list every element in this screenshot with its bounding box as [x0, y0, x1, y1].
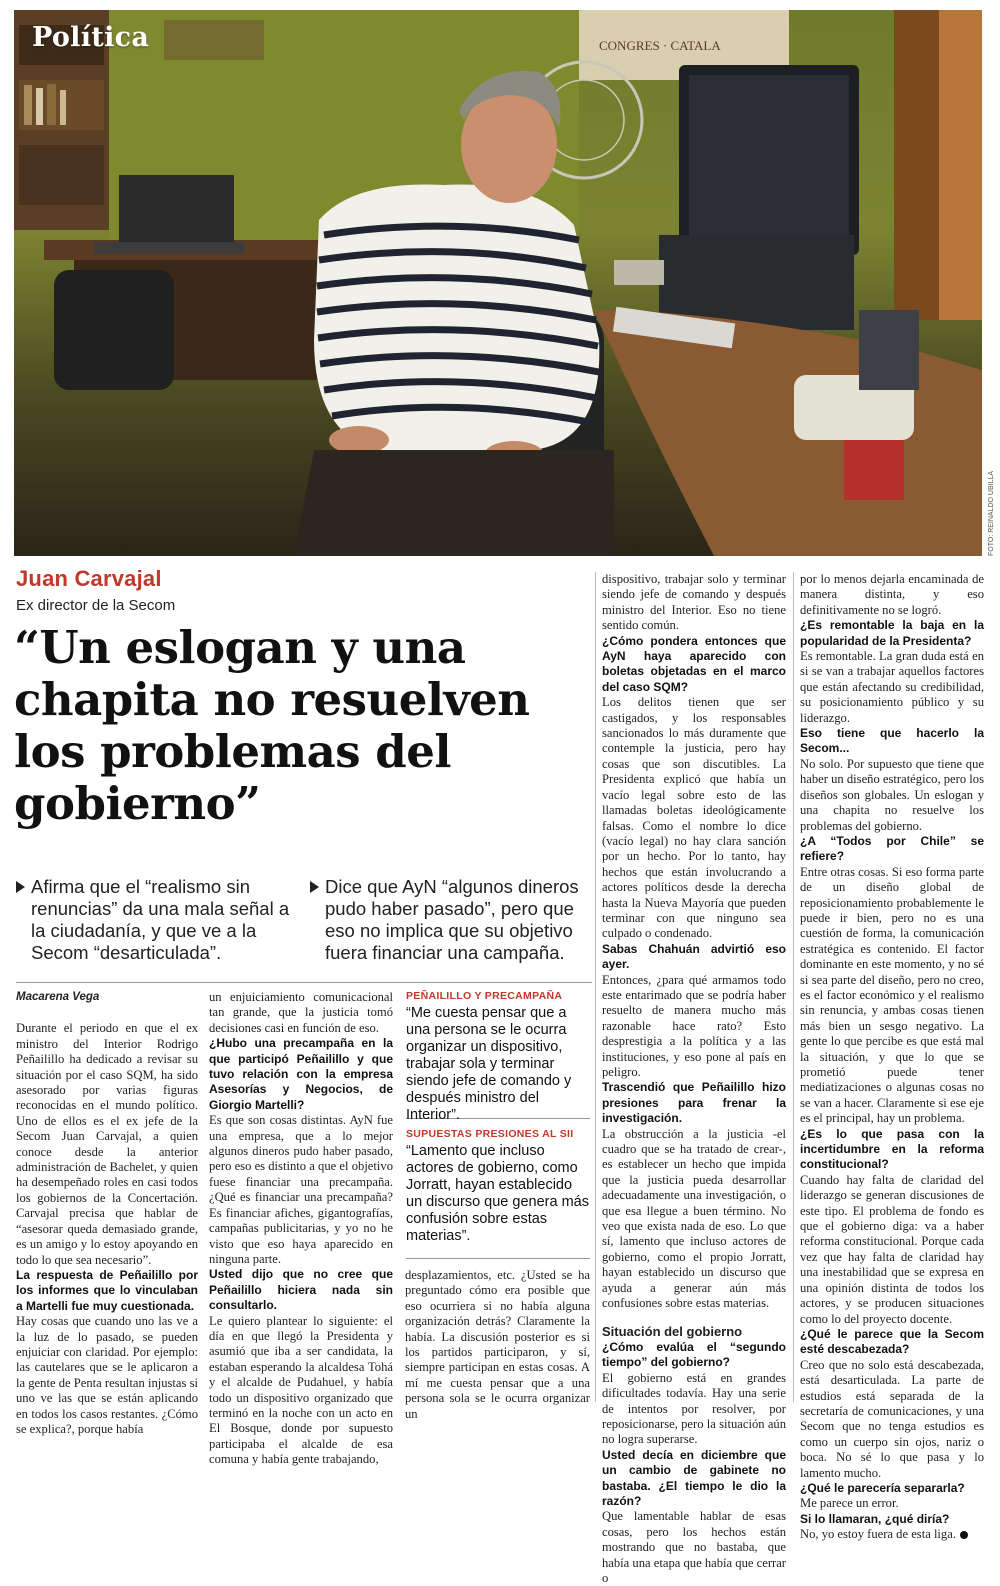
interview-question: Sabas Chahuán advirtió eso ayer.	[602, 941, 786, 972]
photo-credit: FOTO: REINALDO UBILLA	[988, 470, 995, 556]
section-divider	[16, 982, 592, 983]
interview-answer: desplazamientos, etc. ¿Usted se ha preguntado cómo era posible que eso ocurriera si no había alguna organización detrás? Claramente la había. La discusión posterior es si los partidos participaron, y sí, siempre participan en estas cosas. A mí me cuesta pensar que a una persona sola se le ocurra organizar un	[405, 1268, 590, 1421]
interview-question: Eso tiene que hacerlo la Secom...	[800, 726, 984, 756]
interview-question: Usted dijo que no cree que Peñailillo hiciera nada sin consultarlo.	[209, 1267, 393, 1313]
bullet-triangle-icon	[310, 881, 319, 893]
interview-answer: El gobierno está en grandes dificultades todavía. Hay una serie de intentos por resolver, por reposicionarse, pero la situación aún no logra superarse.	[602, 1370, 786, 1447]
teaser-1	[16, 876, 298, 964]
interview-answer: Le quiero plantear lo siguiente: el día en que llegó la Presidenta y asumió que iba a ser candidata, la estaban esperando la alcaldesa Tohá y el alcalde de Pudahuel, y había todo un dispositivo organizado que terminó en la noche con un acto en El Bosque, donde por supuesto participaba el alcalde de esa comuna y había gente trabajando,	[209, 1313, 393, 1467]
pullquote-label: PEÑAILILLO Y PRECAMPAÑA	[406, 990, 563, 1002]
photo-illustration	[14, 10, 982, 556]
subheading: Situación del gobierno	[602, 1323, 743, 1339]
article-column-3	[405, 1268, 590, 1421]
interviewee-role: Ex director de la Secom	[16, 597, 176, 614]
teaser-text: Dice que AyN “algunos dineros pudo haber pasado”, pero que eso no implica que su objetivo fuera financiar una campaña.	[325, 876, 579, 963]
pullquote-2	[406, 1128, 590, 1245]
interview-answer: Durante el periodo en que el ex ministro del Interior Rodrigo Peñailillo ha dedicado a revisar su situación por el caso SQM, ha sido asesorado por varias figuras reconocidas en el mundo político. Uno de ellos es el ex jefe de la Secom Juan Carvajal, a quien conoce desde la anterior administración de Bachelet, y quien ha desempeñado roles en casi todos los gobiernos de la Concertación. Carvajal precisa que hablar de “asesorar queda demasiado grande, es un amigo y lo estoy apoyando en todo lo que sea necesario”.	[16, 1021, 198, 1267]
teaser-text: Afirma que el “realismo sin renuncias” da una mala señal a la ciudadanía, y que ve a la Secom “desarticulada”.	[31, 876, 290, 963]
byline: Macarena Vega	[16, 991, 100, 1003]
interview-answer: Me parece un error.	[800, 1496, 899, 1511]
pullquote-label: SUPUESTAS PRESIONES AL SII	[406, 1128, 574, 1140]
column-divider	[595, 572, 596, 1402]
article-column-4	[602, 572, 786, 1585]
interview-answer: dispositivo, trabajar solo y terminar siendo jefe de comando y después ministro del Interior. Eso no tiene sentido común.	[602, 572, 786, 633]
interview-question: ¿Qué le parece que la Secom esté descabezada?	[800, 1326, 984, 1357]
interview-answer: Es remontable. La gran duda está en si se van a trabajar aquellos factores que están afectando su credibilidad, su posicionamiento público y su liderazgo.	[800, 649, 984, 725]
end-of-article-icon	[960, 1531, 968, 1539]
interview-answer: No solo. Por supuesto que tiene que haber un diseño estratégico, pero los diseños son globales. Un eslogan y una chapita no resuelve los problemas del gobierno.	[800, 756, 984, 833]
interview-question: ¿Cómo evalúa el “segundo tiempo” del gobierno?	[602, 1339, 786, 1370]
interview-question: ¿Es lo que pasa con la incertidumbre en la reforma constitucional?	[800, 1126, 984, 1172]
interview-answer: Entre otras cosas. Si eso forma parte de un diseño global de reposicionamiento probablemente le puede ir bien, pero no es una cuestión de forma, la comunicación estratégica es contenido. El factor dominante en este momento, y no sé si sea parte del diseño, pero no creo, es el factor económico y el realismo sin renuncia, y ambas cosas tienen más bien un sesgo negativo. La gente lo que percibe es que está mal la situación, y que lo que se prometió puede tener mediatizaciones o algunas cosas no se van a hacer. Claramente si ese eje es el principal, hay un problema.	[800, 864, 984, 1126]
article-column-2	[209, 990, 393, 1467]
interview-answer: por lo menos dejarla encaminada de manera distinta, y eso definitivamente no se logró.	[800, 572, 984, 617]
interview-question: ¿Hubo una precampaña en la que participó Peñailillo y que tuvo relación con la empresa Asesorías y Negocios, de Giorgio Martelli?	[209, 1036, 393, 1112]
interview-question: ¿Cómo pondera entonces que AyN haya aparecido con boletas objetadas en el marco del caso SQM?	[602, 633, 786, 694]
interview-answer: un enjuiciamiento comunicacional tan grande, que la justicia tomó decisiones casi en función de eso.	[209, 990, 393, 1035]
interviewee-name: Juan Carvajal	[16, 566, 162, 591]
interview-question: Trascendió que Peñailillo hizo presiones para frenar la investigación.	[602, 1080, 786, 1126]
interview-answer: Creo que no solo está descabezada, está desarticulada. La parte de estudios está separada de la secretaría de comunicaciones, y una Secom que no tenga estudios es como un cuerpo sin ojos, nariz o boca. No sé lo que pasa y lo lamento mucho.	[800, 1357, 984, 1480]
interview-question: La respuesta de Peñailillo por los informes que lo vinculaban a Martelli fue muy cuestionada.	[16, 1267, 198, 1313]
interview-answer: Cuando hay falta de claridad del liderazgo se generan discusiones de este tipo. El problema de fondo es que el gobierno diga: va a haber reforma constitucional. Porque cada vez que hay falta de claridad hay una inestabilidad que se expresa en una opinión distinta de todos los actores, y se producen situaciones como lo del proyecto docente.	[800, 1172, 984, 1326]
interview-answer: Es que son cosas distintas. AyN fue una empresa, que a lo mejor algunos dineros pudo haber pasado, pero eso es distinto a que el objetivo fuese financiar una precampaña. ¿Qué es financiar una precampaña? Es financiar afiches, gigantografías, campañas publicitarias, y yo no he visto que eso haya aparecido en ninguna parte.	[209, 1113, 393, 1266]
interview-answer: No, yo estoy fuera de esta liga.	[800, 1527, 984, 1542]
interview-question: Usted decía en diciembre que un cambio de gabinete no bastaba. ¿El tiempo le dio la razón?	[602, 1447, 786, 1508]
pullquote-text: “Me cuesta pensar que a una persona se le ocurra organizar un dispositivo, trabajar sola y terminar siendo jefe de comando y después ministro del Interior”.	[406, 1005, 572, 1123]
bullet-triangle-icon	[16, 881, 25, 893]
interview-answer: Que lamentable hablar de esas cosas, pero los hechos están mostrando que no bastaba, que había una etapa que había que cerrar o	[602, 1509, 786, 1585]
col1-body	[16, 1021, 198, 1437]
interview-question: ¿Qué le parecería separarla?	[800, 1480, 965, 1495]
interview-answer: La obstrucción a la justicia -el cuadro que se ha tratado de crear-, es establecer un hecho que impida que la justicia pueda desarrollar adecuadamente una investigación, o que esa llegue a buen término. No veo que exista nada de eso. Lo que sí, lamento que incluso actores de gobierno, como el propio Jorratt, hayan establecido un discurso que ayuda a generar aún más confusiones sobre estas materias.	[602, 1126, 786, 1311]
interview-answer: Entonces, ¿para qué armamos todo este entarimado que se podría haber resuelto de manera mucho más razonable hace rato? Esto desprestigia a la política y a las instituciones, y eso pone al país en peligro.	[602, 972, 786, 1079]
interview-answer: Hay cosas que cuando uno las ve a la luz de lo pasado, se pueden enjuiciar con claridad. Por ejemplo: las cautelares que se le aplicaron a la gente de Penta resultan injustas si uno ve las que se están aplicando en todos los casos restantes. ¿Cómo se explica?, porque había	[16, 1314, 198, 1436]
column-divider	[793, 572, 794, 1402]
svg-text:CONGRES · CATALA: CONGRES · CATALA	[599, 38, 721, 53]
teaser-2	[310, 876, 592, 964]
interview-question: ¿A “Todos por Chile” se refiere?	[800, 833, 984, 864]
article-column-5	[800, 572, 984, 1542]
interview-question: ¿Es remontable la baja en la popularidad de la Presidenta?	[800, 618, 984, 648]
section-label: Política	[32, 22, 150, 53]
interview-question: Si lo llamaran, ¿qué diría?	[800, 1511, 950, 1526]
interview-answer: Los delitos tienen que ser castigados, y los responsables sancionados lo más duramente que contemple la justicia, pero hay cosas que son discutibles. La Presidenta explicó que había un vacío legal sobre esto de las llamadas boletas ideológicamente falsas. Como el nombre lo dice (vacío legal) no hay clara sanción por un hecho. Por lo tanto, hay hechos que están involucrando a actores políticos desde la derecha hasta la Nueva Mayoría que pueden terminar con que ninguno sea culpado o condenado.	[602, 695, 786, 941]
headline: “Un eslogan y una chapita no resuelven los problemas del gobierno”	[14, 621, 530, 830]
article-column-1	[16, 990, 198, 1436]
pullquote-divider	[406, 1258, 590, 1259]
pullquote-1	[406, 990, 590, 1124]
pullquote-text: “Lamento que incluso actores de gobierno, como Jorratt, hayan establecido un discurso que genera más confusión sobre estas materias”.	[406, 1143, 589, 1244]
interview-photo	[14, 10, 982, 556]
